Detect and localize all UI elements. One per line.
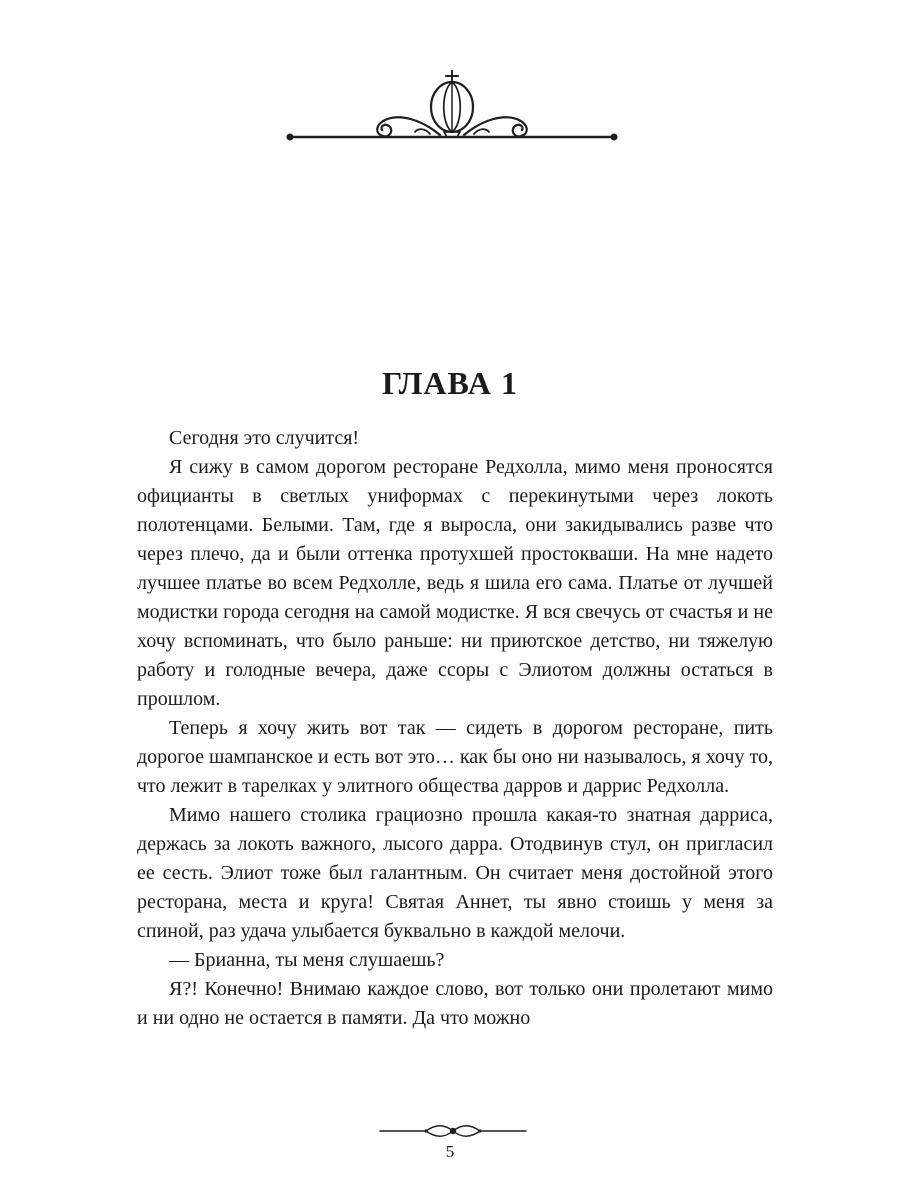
paragraph: Сегодня это случится! [169,427,360,449]
paragraph: Я сижу в самом дорогом ресторане Редхолла, мимо меня проносятся официанты в светлых униформах с перекинутыми через локоть полотенцами. Белыми. Там, где я выросла, они закидывались разве что через плечо, да и были оттенка протухшей простокваши. На мне надето лучшее платье во всем Редхолле, ведь я шила его сама. Платье от лучшей модистки города сегодня на самой модистке. Я вся свечусь от счастья и не хочу вспоминать, что было раньше: ни приютское детство, ни тяжелую работу и голодные вечера, даже ссоры с Элиотом должны остаться в прошлом. [137,456,773,710]
body-text [137,424,773,1033]
chapter-head-flourish-icon [282,68,622,154]
chapter-title: ГЛАВА 1 [382,365,518,402]
paragraph: Теперь я хочу жить вот так — сидеть в дорогом ресторане, пить дорогое шампанское и есть вот это… как бы оно ни называлось, я хочу то, что лежит в тарелках у элитного общества дарров и даррис Редхолла. [137,717,773,797]
footer-flourish-icon [378,1120,528,1142]
paragraph: — Брианна, ты меня слушаешь? [169,949,445,971]
paragraph: Я?! Конечно! Внимаю каждое слово, вот только они пролетают мимо и ни одно не остается в памяти. Да что можно [137,978,773,1029]
page-number: 5 [445,1142,455,1161]
paragraph: Мимо нашего столика грациозно прошла какая-то знатная дарриса, держась за локоть важного, лысого дарра. Отодвинув стул, он пригласил ее сесть. Элиот тоже был галантным. Он считает меня достойной этого ресторана, места и круга! Святая Аннет, ты явно стоишь у меня за спиной, раз удача улыбается буквально в каждой мелочи. [137,804,773,942]
